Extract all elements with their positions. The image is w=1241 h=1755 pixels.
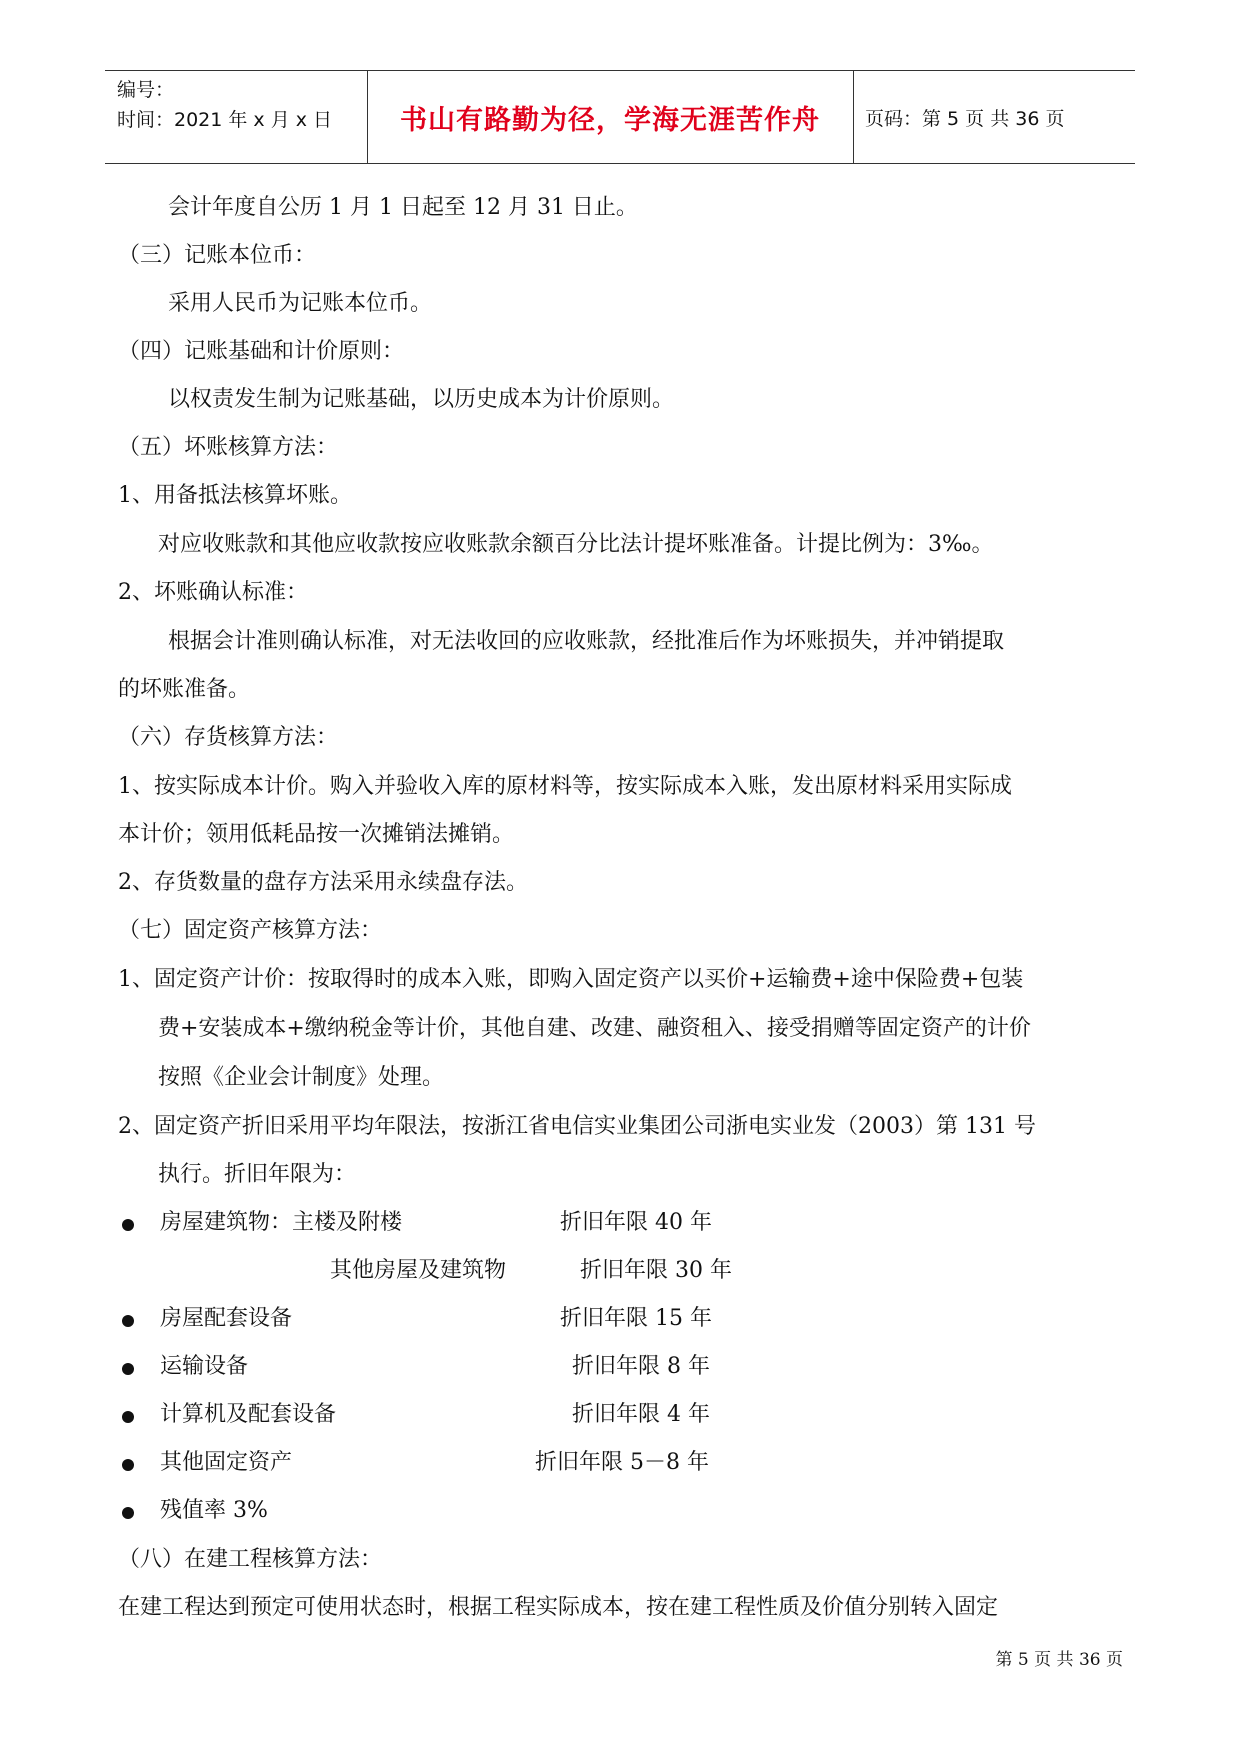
document-number-label: 编号： <box>117 79 175 101</box>
section-heading: （八）在建工程核算方法： <box>118 1547 383 1572</box>
section-heading: （六）存货核算方法： <box>118 725 339 750</box>
bullet-icon <box>122 1411 134 1423</box>
text-line: 会计年度自公历 1 月 1 日起至 12 月 31 日止。 <box>168 195 638 220</box>
text-line: 费+安装成本+缴纳税金等计价，其他自建、改建、融资租入、接受捐赠等固定资产的计价 <box>158 1016 1031 1041</box>
bullet-icon <box>122 1363 134 1375</box>
text-line: 对应收账款和其他应收款按应收账款余额百分比法计提坏账准备。计提比例为：3‰。 <box>158 532 994 557</box>
text-line: 采用人民币为记账本位币。 <box>168 291 433 316</box>
header-page-label: 页码：第 5 页 共 36 页 <box>865 107 1065 130</box>
text-line: 执行。折旧年限为： <box>158 1162 357 1187</box>
text-line: 根据会计准则确认标准，对无法收回的应收账款，经批准后作为坏账损失，并冲销提取 <box>168 629 1005 654</box>
depreciation-item: 其他固定资产 <box>160 1450 293 1475</box>
depreciation-period: 折旧年限 4 年 <box>572 1402 710 1427</box>
depreciation-period: 折旧年限 5－8 年 <box>535 1450 709 1475</box>
section-heading: （四）记账基础和计价原则： <box>118 339 405 364</box>
depreciation-period: 折旧年限 40 年 <box>560 1210 712 1235</box>
depreciation-item: 运输设备 <box>160 1354 249 1379</box>
text-line: 的坏账准备。 <box>118 677 251 702</box>
text-line: 2、存货数量的盘存方法采用永续盘存法。 <box>118 870 528 895</box>
header-motto: 书山有路勤为径，学海无涯苦作舟 <box>400 104 820 136</box>
text-line: 在建工程达到预定可使用状态时，根据工程实际成本，按在建工程性质及价值分别转入固定 <box>118 1595 999 1620</box>
bullet-icon <box>122 1315 134 1327</box>
text-line: 2、坏账确认标准： <box>118 580 308 605</box>
section-heading: （五）坏账核算方法： <box>118 435 339 460</box>
depreciation-period: 折旧年限 15 年 <box>560 1306 712 1331</box>
text-line: 2、固定资产折旧采用平均年限法，按浙江省电信实业集团公司浙电实业发（2003）第 131 号 <box>118 1114 1036 1139</box>
text-line: 以权责发生制为记账基础，以历史成本为计价原则。 <box>168 387 675 412</box>
text-line: 本计价；领用低耗品按一次摊销法摊销。 <box>118 822 515 847</box>
depreciation-item: 房屋配套设备 <box>160 1306 293 1331</box>
section-heading: （七）固定资产核算方法： <box>118 918 383 943</box>
text-line: 1、固定资产计价：按取得时的成本入账，即购入固定资产以买价+运输费+途中保险费+包装 <box>118 967 1024 992</box>
document-time-label: 时间：2021 年 x 月 x 日 <box>117 109 333 131</box>
bullet-icon <box>122 1507 134 1519</box>
section-heading: （三）记账本位币： <box>118 243 317 268</box>
depreciation-item: 其他房屋及建筑物 <box>330 1258 507 1283</box>
text-line: 1、用备抵法核算坏账。 <box>118 483 352 508</box>
text-line: 1、按实际成本计价。购入并验收入库的原材料等，按实际成本入账，发出原材料采用实际成 <box>118 774 1013 799</box>
depreciation-item: 房屋建筑物：主楼及附楼 <box>160 1210 403 1235</box>
depreciation-period: 折旧年限 8 年 <box>572 1354 710 1379</box>
depreciation-item: 计算机及配套设备 <box>160 1402 337 1427</box>
bullet-icon <box>122 1219 134 1231</box>
page-footer: 第 5 页 共 36 页 <box>995 1650 1123 1670</box>
depreciation-period: 折旧年限 30 年 <box>580 1258 732 1283</box>
depreciation-item: 残值率 3% <box>160 1498 268 1523</box>
text-line: 按照《企业会计制度》处理。 <box>158 1065 445 1090</box>
bullet-icon <box>122 1459 134 1471</box>
